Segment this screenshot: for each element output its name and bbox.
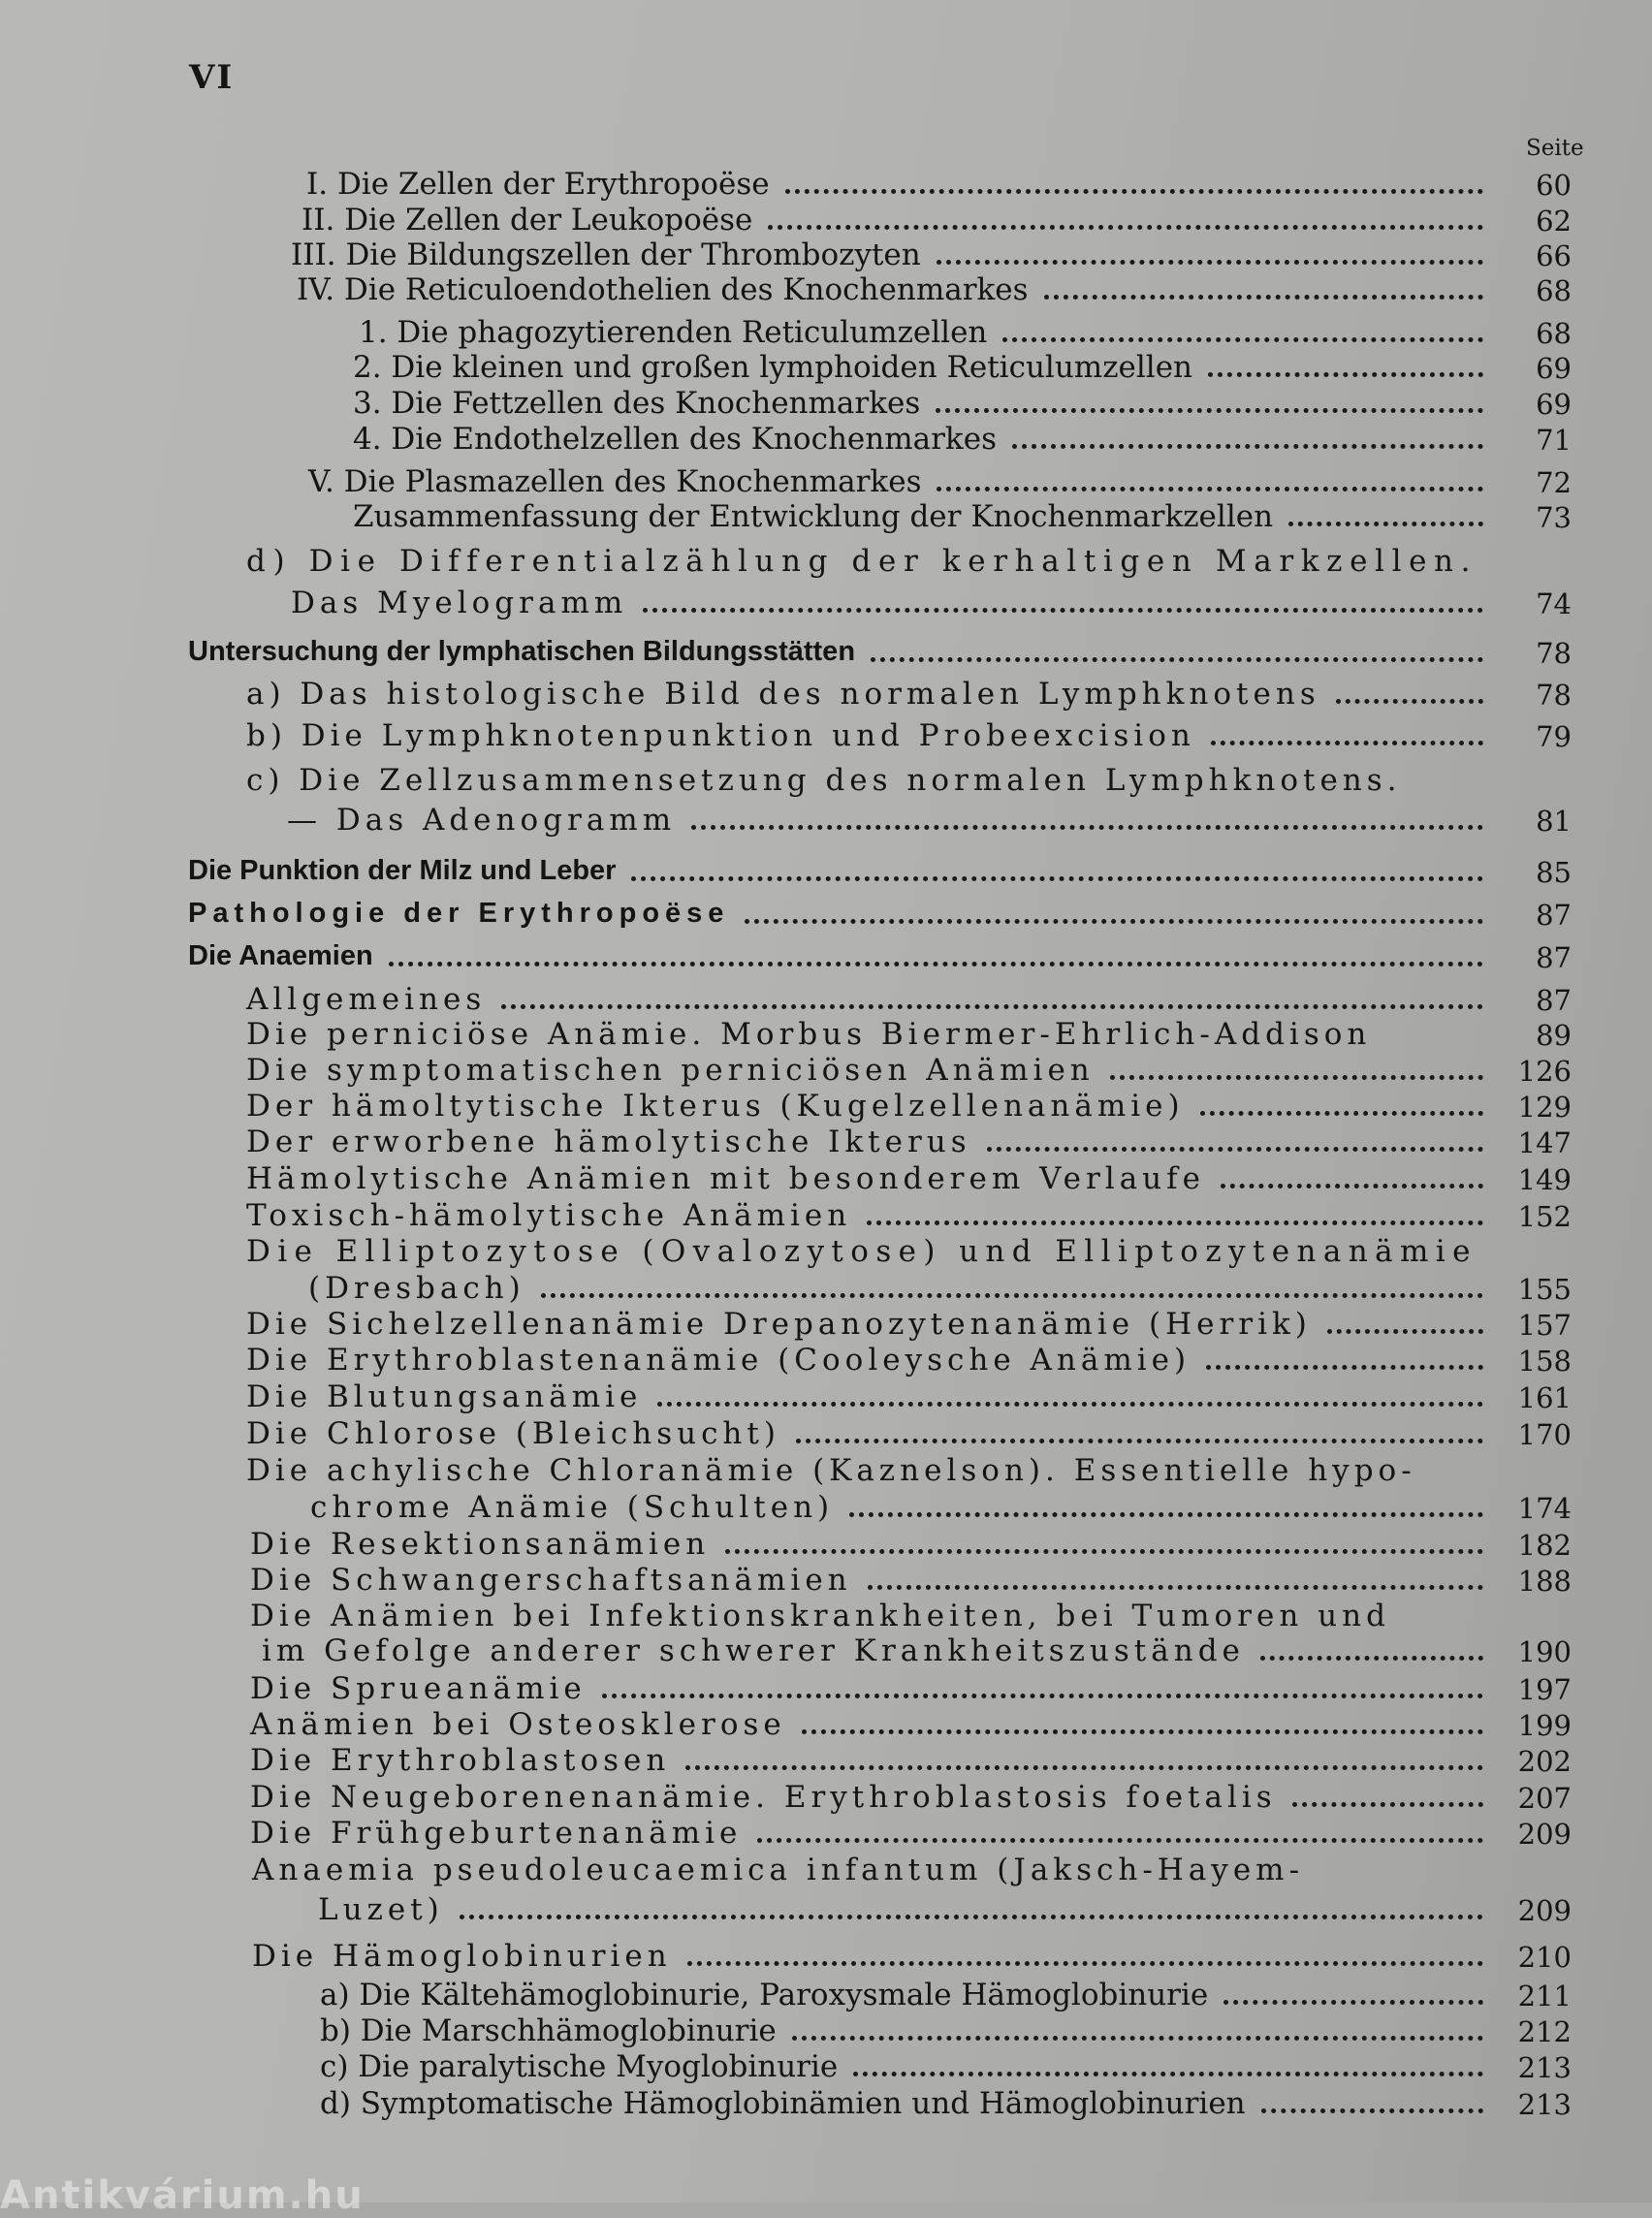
toc-entry-label: chrome Anämie (Schulten)	[310, 1490, 835, 1525]
dot-leader	[868, 1585, 1483, 1590]
dot-leader	[796, 1439, 1483, 1443]
toc-page-number: 174	[1517, 1492, 1572, 1525]
toc-page-number: 71	[1536, 424, 1572, 457]
toc-page-number: 149	[1517, 1163, 1572, 1196]
dot-leader	[1221, 1184, 1483, 1188]
toc-entry-label: Die perniciöse Anämie. Morbus Biermer-Ehrlich-Addison	[246, 1017, 1372, 1052]
toc-page-number: 209	[1517, 1818, 1572, 1851]
toc-page-number: 87	[1536, 899, 1572, 932]
toc-entry-label: Die Erythroblastenanämie (Cooleysche Anämie)	[246, 1343, 1191, 1378]
dot-leader	[1110, 1075, 1483, 1080]
dot-leader	[541, 1293, 1483, 1298]
toc-entry-label: b) Die Marschhämoglobinurie	[320, 2013, 777, 2048]
toc-entry-label: — Das Adenogramm	[287, 803, 677, 838]
dot-leader	[1223, 2000, 1483, 2005]
dot-leader	[1261, 2108, 1483, 2113]
toc-page-number: 69	[1536, 388, 1572, 421]
toc-page-number: 126	[1517, 1055, 1572, 1088]
dot-leader	[867, 1220, 1483, 1225]
dot-leader	[936, 408, 1483, 413]
page-number: VI	[189, 58, 235, 97]
dot-leader	[1208, 372, 1483, 377]
toc-entry-label: a) Das histologische Bild des normalen Lymphknotens	[246, 677, 1320, 712]
dot-leader	[757, 1838, 1483, 1843]
dot-leader	[1211, 741, 1483, 745]
toc-page-number: 79	[1536, 720, 1572, 753]
toc-entry-label: 4. Die Endothelzellen des Knochenmarkes	[353, 422, 997, 457]
toc-entry-label: Der hämoltytische Ikterus (Kugelzellenanämie)	[246, 1089, 1185, 1124]
toc-page-number: 161	[1517, 1381, 1572, 1414]
toc-page-number: 188	[1517, 1565, 1572, 1598]
toc-entry-label: Die Sichelzellenanämie Drepanozytenanämie (Herrik)	[246, 1307, 1312, 1342]
toc-entry-label: d) Die Differentialzählung der kerhaltigen Markzellen.	[246, 544, 1478, 579]
toc-entry-label: Allgemeines	[246, 982, 487, 1017]
toc-page-number: 190	[1517, 1635, 1572, 1668]
dot-leader	[1206, 1365, 1483, 1370]
toc-entry-label: Toxisch-hämolytische Anämien	[246, 1198, 852, 1233]
dot-leader	[849, 1512, 1483, 1517]
toc-page-number: 85	[1536, 856, 1572, 889]
toc-page-number: 197	[1517, 1673, 1572, 1706]
dot-leader	[1200, 1111, 1483, 1116]
toc-entry-label: Hämolytische Anämien mit besonderem Verlaufe	[246, 1161, 1205, 1196]
toc-entry-label: im Gefolge anderer schwerer Krankheitszustände	[262, 1633, 1245, 1668]
toc-entry-label: Die achylische Chloranämie (Kaznelson). Essentielle hypo-	[246, 1453, 1416, 1488]
dot-leader	[785, 189, 1483, 194]
toc-entry-label: Die Sprueanämie	[250, 1671, 587, 1706]
dot-leader	[768, 225, 1483, 230]
toc-entry-label: Pathologie der Erythropoëse	[188, 898, 730, 929]
toc-entry-label: a) Die Kältehämoglobinurie, Paroxysmale Hämoglobinurie	[320, 1978, 1209, 2012]
dot-leader	[657, 1402, 1483, 1407]
toc-page-number: 207	[1517, 1782, 1572, 1815]
toc-entry-label: c) Die Zellzusammensetzung des normalen Lymphknotens.	[246, 763, 1402, 798]
toc-page-number: 68	[1536, 274, 1572, 307]
toc-entry-label: d) Symptomatische Hämoglobinämien und Hämoglobinurien	[320, 2086, 1246, 2121]
dot-leader	[685, 1765, 1483, 1770]
toc-page-number: 62	[1536, 205, 1572, 238]
toc-page-number: 68	[1536, 317, 1572, 350]
dot-leader	[745, 919, 1483, 924]
dot-leader	[1336, 699, 1483, 704]
toc-page-number: 170	[1517, 1418, 1572, 1451]
toc-entry-label: 1. Die phagozytierenden Reticulumzellen	[359, 315, 988, 350]
toc-page-number: 129	[1517, 1091, 1572, 1124]
toc-entry-label: IV. Die Reticuloendothelien des Knochenmarkes	[297, 272, 1029, 307]
toc-page-number: 87	[1536, 941, 1572, 974]
dot-leader	[802, 1729, 1483, 1734]
dot-leader	[987, 1147, 1483, 1152]
toc-entry-label: Die Anämien bei Infektionskrankheiten, bei Tumoren und	[250, 1599, 1390, 1633]
toc-entry-label: Die Frühgeburtenanämie	[250, 1816, 743, 1851]
toc-page-number: 210	[1517, 1941, 1572, 1974]
toc-entry-label: Anaemia pseudoleucaemica infantum (Jaksch-Hayem-	[252, 1853, 1305, 1887]
watermark: Antikvárium.hu	[0, 2173, 365, 2218]
toc-entry-label: Die Neugeborenenanämie. Erythroblastosis foetalis	[250, 1780, 1277, 1815]
toc-page-number: 155	[1517, 1273, 1572, 1306]
toc-page-number: 74	[1536, 587, 1572, 620]
toc-page-number: 157	[1517, 1309, 1572, 1342]
dot-leader	[937, 487, 1483, 491]
toc-page-number: 147	[1517, 1126, 1572, 1159]
toc-page-number: 78	[1536, 679, 1572, 712]
toc-entry-label: Die Erythroblastosen	[250, 1743, 671, 1778]
dot-leader	[1002, 337, 1483, 342]
toc-entry-label: Die Punktion der Milz und Leber	[188, 855, 617, 886]
toc-entry-label: Die Resektionsanämien	[250, 1527, 711, 1562]
toc-entry-label: b) Die Lymphknotenpunktion und Probeexcision	[246, 718, 1195, 753]
toc-entry-label: 2. Die kleinen und großen lymphoiden Reticulumzellen	[353, 350, 1193, 385]
toc-entry-label: (Dresbach)	[308, 1271, 525, 1306]
dot-leader	[1327, 1329, 1483, 1334]
toc-page-number: 73	[1536, 501, 1572, 534]
toc-page-number: 182	[1517, 1529, 1572, 1562]
toc-page-number: 209	[1517, 1894, 1572, 1927]
toc-entry-label: Das Myelogramm	[291, 586, 628, 620]
toc-page-number: 211	[1517, 1980, 1572, 2012]
toc-entry-label: Untersuchung der lymphatischen Bildungsstätten	[188, 636, 856, 667]
toc-entry-label: Der erworbene hämolytische Ikterus	[246, 1125, 971, 1159]
dot-leader	[853, 2072, 1483, 2076]
toc-page-number: 69	[1536, 352, 1572, 385]
toc-entry-label: Die Chlorose (Bleichsucht)	[246, 1416, 780, 1451]
toc-entry-label: Die Hämoglobinurien	[252, 1939, 672, 1974]
toc-entry-label: Die Elliptozytose (Ovalozytose) und Elliptozytenanämie	[246, 1234, 1477, 1269]
dot-leader	[1260, 1656, 1483, 1661]
toc-page-number: 199	[1517, 1709, 1572, 1742]
toc-page-number: 60	[1536, 169, 1572, 202]
toc-page-number: 212	[1517, 2015, 1572, 2048]
toc-entry-label: III. Die Bildungszellen der Thrombozyten	[291, 238, 921, 272]
toc-entry-label: Die Blutungsanämie	[246, 1379, 643, 1414]
dot-leader	[602, 1694, 1483, 1698]
toc-page-number: 89	[1536, 1019, 1572, 1052]
toc-entry-label: Die symptomatischen perniciösen Anämien	[246, 1053, 1095, 1088]
dot-leader	[1044, 295, 1483, 300]
toc-page-number: 152	[1517, 1200, 1572, 1233]
toc-page-number: 158	[1517, 1345, 1572, 1378]
toc-entry-label: Anämien bei Osteosklerose	[250, 1707, 786, 1742]
dot-leader	[937, 260, 1483, 265]
dot-leader	[687, 1961, 1483, 1966]
toc-entry-label: Die Schwangerschaftsanämien	[250, 1563, 852, 1598]
dot-leader	[1288, 522, 1483, 526]
toc-entry-label: Die Anaemien	[188, 940, 373, 971]
dot-leader	[389, 962, 1483, 966]
dot-leader	[1292, 1802, 1483, 1807]
toc-page-number: 78	[1536, 637, 1572, 670]
toc-page-number: 66	[1536, 239, 1572, 272]
toc-entry-label: Luzet)	[318, 1892, 444, 1927]
toc-page-number: 81	[1536, 805, 1572, 838]
dot-leader	[792, 2036, 1483, 2041]
toc-entry-label: Zusammenfassung der Entwicklung der Knochenmarkzellen	[353, 499, 1274, 534]
dot-leader	[460, 1915, 1483, 1919]
dot-leader	[1012, 444, 1483, 449]
dot-leader	[631, 876, 1483, 881]
dot-leader	[501, 1004, 1483, 1009]
toc-page-number: 213	[1517, 2051, 1572, 2084]
toc-entry-label: I. Die Zellen der Erythropoëse	[306, 167, 770, 202]
toc-page-number: 213	[1517, 2088, 1572, 2121]
toc-page-number: 87	[1536, 984, 1572, 1017]
dot-leader	[871, 657, 1483, 662]
toc-page-number: 72	[1536, 466, 1572, 499]
toc-entry-label: c) Die paralytische Myoglobinurie	[320, 2049, 839, 2084]
toc-entry-label: II. Die Zellen der Leukopoëse	[302, 203, 753, 238]
toc-entry-label: V. Die Plasmazellen des Knochenmarkes	[308, 464, 922, 499]
toc-entry-label: 3. Die Fettzellen des Knochenmarkes	[353, 386, 921, 421]
dot-leader	[643, 608, 1483, 613]
dot-leader	[691, 825, 1483, 830]
column-header-seite: Seite	[1526, 136, 1584, 161]
dot-leader	[725, 1549, 1483, 1554]
toc-page-number: 202	[1517, 1745, 1572, 1778]
